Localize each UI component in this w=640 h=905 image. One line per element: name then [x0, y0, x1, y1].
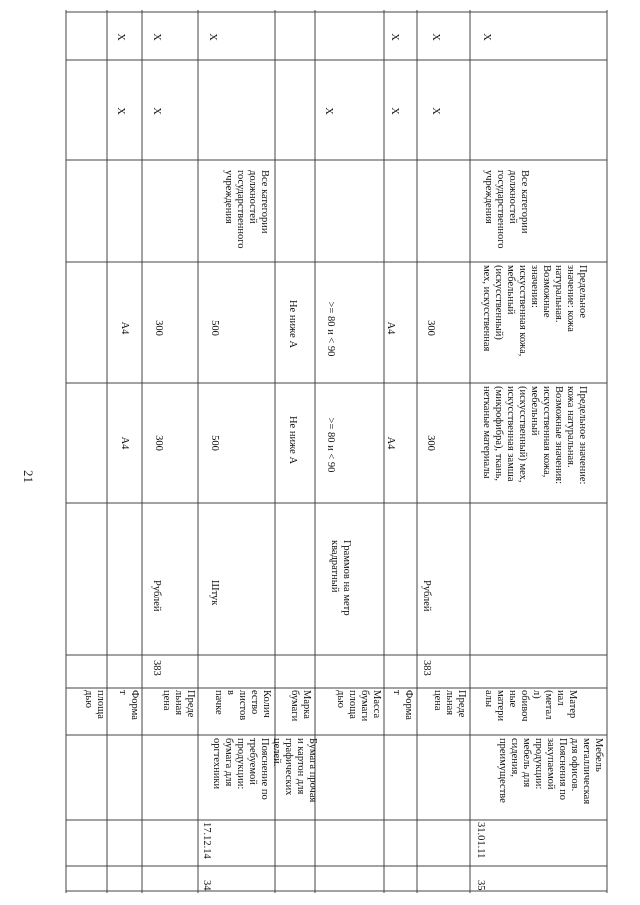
- x-mark: X: [389, 33, 400, 41]
- value-a: >= 80 и < 90: [325, 417, 336, 473]
- x-mark: X: [430, 33, 441, 41]
- okpd-code: 17.12.14: [201, 822, 212, 859]
- value-b: 500: [209, 320, 220, 336]
- char-label: Форма т: [391, 690, 414, 720]
- char-label: Матер иал (метал л) обивоч ные матери алы: [483, 690, 578, 722]
- x-mark: X: [151, 33, 162, 41]
- value-b: А4: [119, 321, 130, 335]
- unit: Граммов на метр квадратный: [329, 540, 352, 616]
- value-b: 300: [153, 320, 164, 336]
- char-label: Форма т: [117, 690, 140, 720]
- value-a: А4: [119, 436, 130, 450]
- value-b: >= 80 и < 90: [325, 301, 336, 357]
- unit: Рублей: [151, 580, 162, 612]
- char-label: Преде льная цена: [161, 690, 196, 718]
- x-mark: X: [151, 107, 162, 115]
- value-a: 300: [425, 435, 436, 451]
- value-a: Не ниже А: [287, 415, 298, 465]
- value-b: Не ниже А: [287, 299, 298, 349]
- char-label: Преде льная цена: [432, 690, 467, 718]
- unit: Рублей: [421, 580, 432, 612]
- product-name: Бумага прочая и картон для графических целей. Пояснение по требуемой продукции: бумага для оргтехники: [211, 738, 318, 803]
- char-label: Колич ество листов в пачке: [213, 690, 272, 721]
- value-a: 500: [209, 435, 220, 451]
- x-mark: X: [115, 33, 126, 41]
- value-b: А4: [385, 321, 396, 335]
- employee-category: Все категории должностей государственного учреждения: [223, 170, 270, 249]
- product-name: Мебель металлическая для офисов. Пояснения по закупаемой продукции: мебель для сидения, преимуществе: [497, 738, 604, 805]
- value-a: 300: [153, 435, 164, 451]
- okei-code: 383: [151, 660, 162, 676]
- x-mark: X: [481, 33, 492, 41]
- value-b: 300: [425, 320, 436, 336]
- value-b: Предельное значение: кожа натуральная. Возможные значения: искусственная кожа, мебельный (искусственный) мех, искусственная: [481, 265, 588, 357]
- char-label: Масса бумаги площа дью: [335, 690, 382, 722]
- row-number: 35: [475, 880, 486, 891]
- okpd-code: 31.01.11: [475, 822, 486, 859]
- row-number: 34: [201, 880, 212, 891]
- header-label-area: площа дью: [83, 690, 106, 719]
- char-label: Марка бумаги: [289, 690, 312, 722]
- page-number: 21: [21, 470, 36, 483]
- value-a: А4: [385, 436, 396, 450]
- x-mark: X: [323, 107, 334, 115]
- x-mark: X: [389, 107, 400, 115]
- value-a: Предельное значение: кожа натуральная. Возможные значения: искусственная кожа, мебельный (искусственный) мех, искусственная замша (микрофибра), ткань, нетканые материалы: [481, 386, 588, 485]
- x-mark: X: [207, 33, 218, 41]
- x-mark: X: [430, 107, 441, 115]
- employee-category: Все категории должностей государственного учреждения: [483, 170, 530, 249]
- okei-code: 383: [421, 660, 432, 676]
- unit: Штук: [209, 580, 220, 606]
- x-mark: X: [115, 107, 126, 115]
